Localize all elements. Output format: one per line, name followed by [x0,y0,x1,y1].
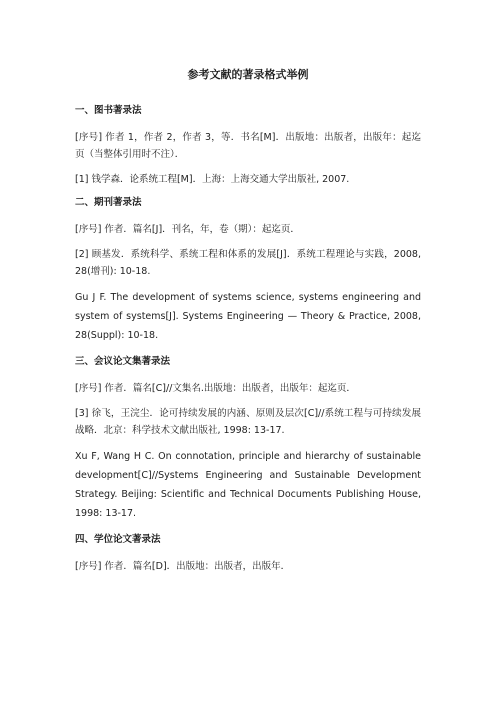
section-heading-books: 一、图书著录法 [75,105,142,116]
example-reference-3-english: Xu F, Wang H C. On connotation, principle and hierarchy of sustainable development[C]//Systems Engineering and Sustainable Development Strategy. Beijing: Scientific and Technical Documents Publishing House, 1998: 13-17. [75,451,421,519]
format-template-thesis: [序号] 作者．篇名[D]．出版地：出版者，出版年． [75,561,291,572]
format-template-books: [序号] 作者 1，作者 2，作者 3，等．书名[M]．出版地：出版者，出版年：起迄页（当整体引用时不注）． [75,132,421,160]
document-body [75,104,421,583]
document-title: 参考文献的著录格式举例 [187,68,309,81]
example-reference-3: [3] 徐飞，王浣尘．论可持续发展的内涵、原则及层次[C]//系统工程与可持续发展战略．北京：科学技术文献出版社, 1998: 13-17. [75,408,421,436]
example-reference-1: [1] 钱学森．论系统工程[M]．上海：上海交通大学出版社, 2007. [75,174,350,185]
example-reference-2-english: Gu J F. The development of systems science, systems engineering and system of systems[J]. Systems Engineering — Theory & Practice, 2008, 28(Suppl): 10-18. [75,292,421,341]
section-heading-conference: 三、会议论文集著录法 [75,356,171,367]
format-template-conference: [序号] 作者．篇名[C]//文集名.出版地：出版者，出版年：起迄页． [75,383,356,394]
format-template-journals: [序号] 作者．篇名[J]．刊名，年，卷（期）：起迄页． [75,224,300,235]
section-heading-journals: 二、期刊著录法 [75,197,142,208]
example-reference-2: [2] 顾基发．系统科学、系统工程和体系的发展[J]．系统工程理论与实践，2008, 28(增刊): 10-18. [75,249,421,277]
section-heading-thesis: 四、学位论文著录法 [75,534,161,545]
